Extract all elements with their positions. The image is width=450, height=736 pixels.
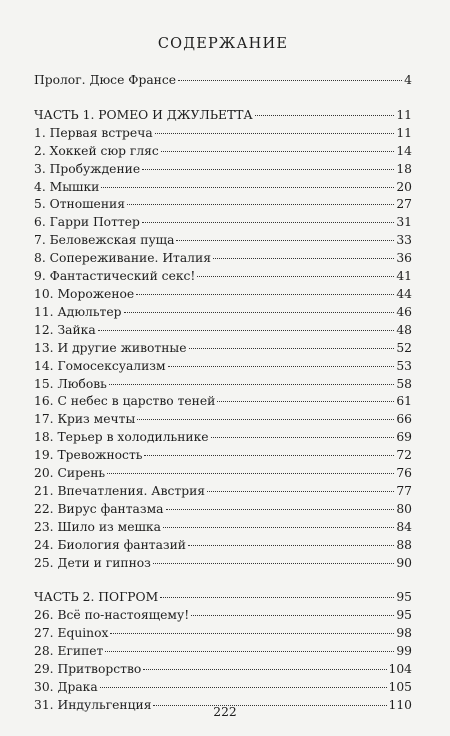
entry-label: 22. Вирус фантазма <box>34 501 164 516</box>
entry-label: 18. Терьер в холодильнике <box>34 430 209 445</box>
toc-entry <box>34 340 412 358</box>
toc-entry <box>34 125 412 143</box>
page-number: 222 <box>213 705 237 719</box>
entry-page: 88 <box>396 537 412 552</box>
entry-page: 76 <box>396 466 412 481</box>
entry-page: 95 <box>396 608 412 623</box>
dot-leader <box>255 115 395 116</box>
entry-label: 5. Отношения <box>34 197 125 212</box>
toc-entry <box>34 286 412 304</box>
entry-page: 33 <box>396 233 412 248</box>
toc-entry <box>34 537 412 555</box>
dot-leader <box>143 669 386 670</box>
toc-part-title <box>34 589 412 607</box>
toc-entry <box>34 322 412 340</box>
dot-leader <box>136 294 394 295</box>
toc-entry <box>34 179 412 197</box>
entry-label: 19. Тревожность <box>34 448 143 463</box>
entry-label: 2. Хоккей сюр гляс <box>34 143 159 158</box>
entry-label: 16. С небес в царство теней <box>34 394 216 409</box>
entry-page: 36 <box>396 251 412 266</box>
dot-leader <box>166 509 395 510</box>
entry-page: 31 <box>396 215 412 230</box>
entry-label: 10. Мороженое <box>34 286 135 301</box>
toc-entry <box>34 483 412 501</box>
entry-label: 9. Фантастический секс! <box>34 269 196 284</box>
entry-label: 29. Притворство <box>34 662 142 677</box>
toc-entry <box>34 232 412 250</box>
toc-entry-prologue <box>34 72 412 90</box>
toc-entry <box>34 555 412 573</box>
dot-leader <box>197 276 394 277</box>
entry-page: 4 <box>404 73 412 87</box>
dot-leader <box>101 187 394 188</box>
toc-heading: СОДЕРЖАНИЕ <box>157 36 289 52</box>
entry-page: 95 <box>396 590 412 605</box>
dot-leader <box>105 651 394 652</box>
entry-label: 7. Беловежская пуща <box>34 233 175 248</box>
toc-entry <box>34 661 412 679</box>
dot-leader <box>213 258 394 259</box>
entry-page: 80 <box>396 501 412 516</box>
toc-entry <box>34 250 412 268</box>
dot-leader <box>160 597 394 598</box>
entry-label: ЧАСТЬ 2. ПОГРОМ <box>34 590 159 605</box>
entry-page: 58 <box>396 376 412 391</box>
entry-page: 99 <box>396 644 412 659</box>
dot-leader <box>168 366 395 367</box>
dot-leader <box>207 491 394 492</box>
entry-label: 21. Впечатления. Австрия <box>34 483 206 498</box>
dot-leader <box>137 419 394 420</box>
dot-leader <box>211 437 395 438</box>
part1-entries <box>34 125 412 573</box>
toc-entry <box>34 161 412 179</box>
entry-page: 20 <box>396 179 412 194</box>
part2-entries <box>34 607 412 714</box>
dot-leader <box>142 222 394 223</box>
dot-leader <box>107 473 394 474</box>
toc-entry <box>34 643 412 661</box>
entry-label: 3. Пробуждение <box>34 161 141 176</box>
dot-leader <box>191 615 394 616</box>
toc-entry <box>34 143 412 161</box>
entry-page: 44 <box>396 286 412 301</box>
toc-entry <box>34 447 412 465</box>
dot-leader <box>127 204 394 205</box>
toc-entry <box>34 501 412 519</box>
entry-label: 6. Гарри Поттер <box>34 215 140 230</box>
toc-entry <box>34 625 412 643</box>
entry-label: 15. Любовь <box>34 376 107 391</box>
dot-leader <box>142 169 394 170</box>
entry-page: 66 <box>396 412 412 427</box>
dot-leader <box>98 330 395 331</box>
spacer <box>34 90 412 107</box>
entry-label: 13. И другие животные <box>34 340 187 355</box>
toc-entry <box>34 429 412 447</box>
entry-label: 31. Индульгенция <box>34 697 152 712</box>
toc-part-title <box>34 107 412 125</box>
entry-label: 27. Equinox <box>34 626 109 641</box>
toc-entry <box>34 358 412 376</box>
dot-leader <box>163 527 394 528</box>
entry-label: 26. Всё по-настоящему! <box>34 608 190 623</box>
entry-page: 90 <box>396 555 412 570</box>
toc-entry <box>34 376 412 394</box>
dot-leader <box>144 455 394 456</box>
dot-leader <box>100 687 387 688</box>
entry-page: 41 <box>396 269 412 284</box>
dot-leader <box>178 80 402 81</box>
entry-page: 11 <box>396 125 412 140</box>
entry-label: 4. Мышки <box>34 179 100 194</box>
entry-page: 14 <box>396 143 412 158</box>
toc-entry <box>34 607 412 625</box>
entry-label: 1. Первая встреча <box>34 125 153 140</box>
entry-page: 77 <box>396 483 412 498</box>
entry-page: 84 <box>396 519 412 534</box>
entry-label: ЧАСТЬ 1. РОМЕО И ДЖУЛЬЕТТА <box>34 107 253 122</box>
entry-page: 98 <box>396 626 412 641</box>
dot-leader <box>124 312 395 313</box>
entry-label: 17. Криз мечты <box>34 412 136 427</box>
dot-leader <box>217 401 394 402</box>
toc-entry <box>34 679 412 697</box>
entry-label: 28. Египет <box>34 644 104 659</box>
dot-leader <box>155 133 395 134</box>
entry-page: 53 <box>396 358 412 373</box>
entry-page: 52 <box>396 340 412 355</box>
entry-label: 11. Адюльтер <box>34 304 122 319</box>
entry-label: 30. Драка <box>34 680 98 694</box>
entry-page: 110 <box>388 697 412 712</box>
entry-label: 23. Шило из мешка <box>34 519 161 534</box>
dot-leader <box>153 563 394 564</box>
toc-entry <box>34 268 412 286</box>
entry-page: 11 <box>396 107 412 122</box>
dot-leader <box>176 240 394 241</box>
entry-label: 25. Дети и гипноз <box>34 555 151 570</box>
entry-label: 8. Сопереживание. Италия <box>34 251 211 266</box>
entry-page: 72 <box>396 448 412 463</box>
toc-entry <box>34 465 412 483</box>
entry-label: 12. Зайка <box>34 322 96 337</box>
entry-label: 20. Сирень <box>34 466 106 481</box>
entry-label: 14. Гомосексуализм <box>34 358 166 373</box>
entry-page: 27 <box>396 197 412 212</box>
toc-entry <box>34 304 412 322</box>
entry-label: 24. Биология фантазий <box>34 537 187 552</box>
entry-page: 61 <box>396 394 412 409</box>
entry-page: 69 <box>396 430 412 445</box>
toc-entry <box>34 196 412 214</box>
entry-page: 104 <box>388 662 412 677</box>
entry-page: 46 <box>396 304 412 319</box>
toc-entry <box>34 393 412 411</box>
entry-label: Пролог. Дюсе Франсе <box>34 73 177 87</box>
dot-leader <box>161 151 395 152</box>
toc-entry <box>34 214 412 232</box>
dot-leader <box>189 348 395 349</box>
entry-page: 18 <box>396 161 412 176</box>
entry-page: 48 <box>396 322 412 337</box>
dot-leader <box>109 384 394 385</box>
spacer <box>34 572 412 589</box>
dot-leader <box>110 633 394 634</box>
entry-page: 105 <box>388 680 412 694</box>
toc-entry <box>34 519 412 537</box>
dot-leader <box>188 545 394 546</box>
toc-entry <box>34 411 412 429</box>
